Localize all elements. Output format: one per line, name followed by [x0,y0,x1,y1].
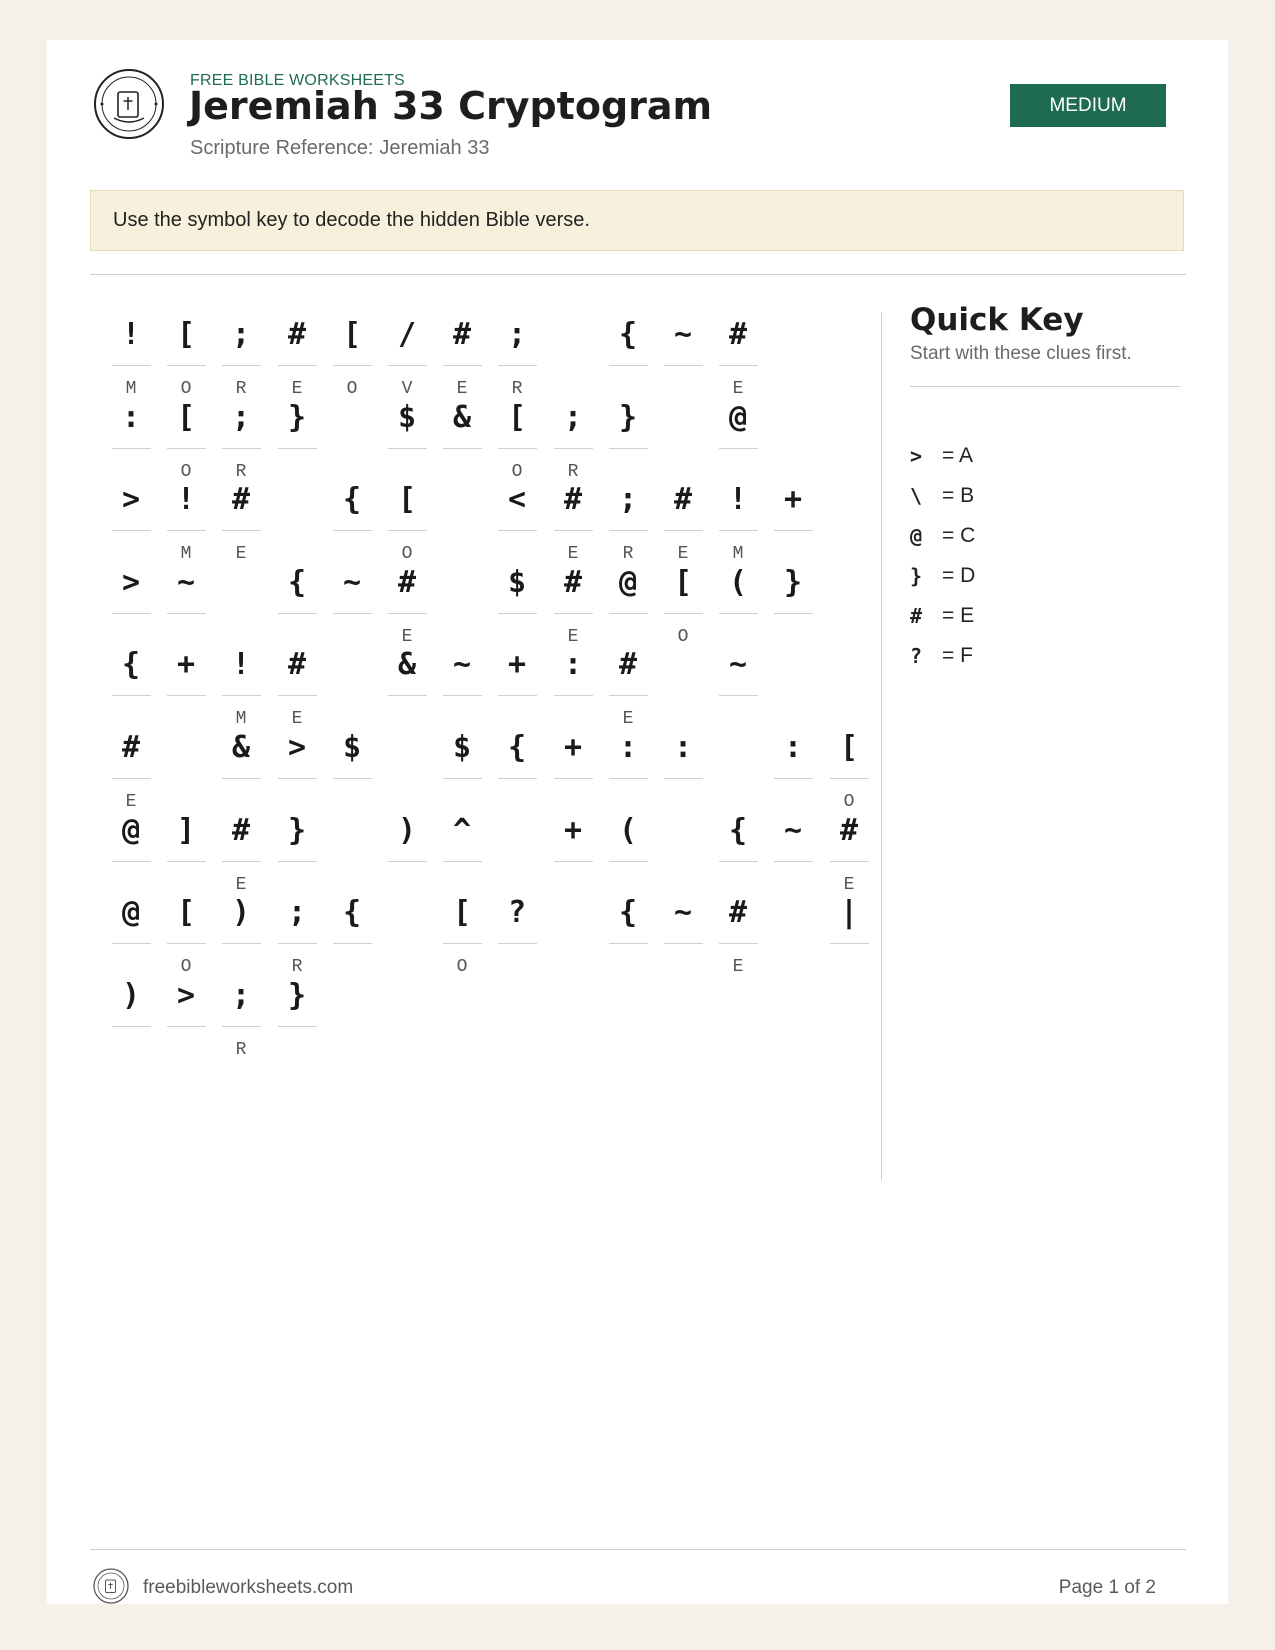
answer-blank[interactable] [388,613,427,614]
cipher-symbol: { [342,895,362,930]
answer-blank[interactable] [609,613,648,614]
page-number: Page 1 of 2 [1058,1577,1156,1598]
hint-letter: E [622,709,634,729]
answer-blank[interactable] [388,530,427,531]
cipher-symbol: + [507,647,527,682]
answer-blank[interactable] [278,448,317,449]
cipher-symbol: # [397,565,417,600]
cipher-symbol: [ [176,895,196,930]
cipher-symbol: + [563,813,583,848]
answer-blank[interactable] [167,695,206,696]
cipher-symbol: [ [176,317,196,352]
answer-blank[interactable] [112,861,151,862]
cipher-symbol: ( [618,813,638,848]
hint-letter: O [511,462,523,482]
answer-blank[interactable] [112,1026,151,1027]
hint-letter: O [843,792,855,812]
brand-name: FREE BIBLE WORKSHEETS [190,72,405,89]
cipher-symbol: ~ [342,565,362,600]
cipher-symbol: # [231,813,251,848]
key-entry [910,561,1110,591]
answer-blank[interactable] [278,1026,317,1027]
answer-blank[interactable] [222,778,261,779]
quick-key-divider [910,386,1180,387]
answer-blank[interactable] [112,943,151,944]
answer-blank[interactable] [554,695,593,696]
key-symbol: } [910,564,923,588]
cipher-symbol: > [176,978,196,1013]
answer-blank[interactable] [664,365,703,366]
hint-letter: E [235,544,247,564]
instructions-box [90,190,1184,251]
cipher-symbol: : [563,647,583,682]
answer-blank[interactable] [554,861,593,862]
cipher-symbol: [ [452,895,472,930]
cipher-symbol: ) [397,813,417,848]
answer-blank[interactable] [609,448,648,449]
answer-blank[interactable] [278,943,317,944]
key-letter: = E [942,604,975,627]
answer-blank[interactable] [278,861,317,862]
cipher-symbol: : [783,730,803,765]
cipher-symbol: < [507,482,527,517]
cipher-symbol: { [287,565,307,600]
cipher-symbol: # [618,647,638,682]
cipher-symbol: { [342,482,362,517]
answer-blank[interactable] [388,365,427,366]
cipher-symbol: } [287,978,307,1013]
answer-blank[interactable] [609,530,648,531]
cipher-symbol: } [287,813,307,848]
cipher-symbol: ! [728,482,748,517]
hint-letter: O [180,379,192,399]
answer-blank[interactable] [498,778,537,779]
cipher-symbol: { [507,730,527,765]
cipher-symbol: ~ [783,813,803,848]
answer-blank[interactable] [498,365,537,366]
cipher-symbol: @ [121,813,141,848]
hint-letter: R [622,544,634,564]
cipher-symbol: @ [728,400,748,435]
cipher-symbol: ; [507,317,527,352]
cipher-symbol: { [618,317,638,352]
footer-site: freebibleworksheets.com [143,1577,354,1598]
answer-blank[interactable] [443,778,482,779]
hint-letter: O [401,544,413,564]
answer-blank[interactable] [498,448,537,449]
hint-letter: E [567,544,579,564]
key-symbol: # [910,604,923,628]
answer-blank[interactable] [609,943,648,944]
cipher-symbol: { [728,813,748,848]
hint-letter: E [732,379,744,399]
hint-letter: R [291,957,303,977]
hint-letter: E [843,875,855,895]
cipher-symbol: ~ [452,647,472,682]
answer-blank[interactable] [333,365,372,366]
hint-letter: E [125,792,137,812]
cipher-symbol: ? [507,895,527,930]
answer-blank[interactable] [222,943,261,944]
answer-blank[interactable] [167,943,206,944]
cipher-symbol: [ [342,317,362,352]
answer-blank[interactable] [719,613,758,614]
page-title: Jeremiah 33 Cryptogram [189,84,713,128]
cipher-symbol: ~ [673,895,693,930]
cipher-symbol: [ [176,400,196,435]
answer-blank[interactable] [498,613,537,614]
key-symbol: > [910,444,923,468]
hint-letter: R [235,379,247,399]
reference-label: Scripture Reference: [190,137,374,159]
answer-blank[interactable] [112,695,151,696]
cipher-symbol: # [563,482,583,517]
hint-letter: R [567,462,579,482]
cipher-symbol: ( [728,565,748,600]
hint-letter: E [291,379,303,399]
hint-letter: O [180,957,192,977]
quick-key-subtitle: Start with these clues first. [910,343,1132,364]
cipher-symbol: # [563,565,583,600]
cipher-symbol: & [397,647,417,682]
key-entry [910,441,1110,471]
cipher-symbol: # [287,317,307,352]
hint-letter: E [291,709,303,729]
answer-blank[interactable] [333,943,372,944]
cipher-symbol: | [839,895,859,930]
cipher-symbol: ) [231,895,251,930]
cipher-symbol: # [287,647,307,682]
answer-blank[interactable] [664,943,703,944]
hint-letter: M [125,379,137,399]
cipher-symbol: + [783,482,803,517]
answer-blank[interactable] [278,778,317,779]
answer-blank[interactable] [774,613,813,614]
hint-letter: E [456,379,468,399]
cipher-symbol: # [728,895,748,930]
column-divider [881,312,882,1180]
answer-blank[interactable] [609,365,648,366]
cipher-symbol: ^ [452,813,472,848]
answer-blank[interactable] [498,695,537,696]
hint-letter: M [235,709,247,729]
hint-letter: E [732,957,744,977]
answer-blank[interactable] [830,861,869,862]
answer-blank[interactable] [333,530,372,531]
hint-letter: E [401,627,413,647]
cipher-symbol: & [231,730,251,765]
cipher-symbol: > [287,730,307,765]
cipher-symbol: ! [231,647,251,682]
answer-blank[interactable] [112,530,151,531]
cipher-symbol: # [231,482,251,517]
cipher-symbol: ; [231,317,251,352]
cipher-symbol: ~ [673,317,693,352]
answer-blank[interactable] [333,778,372,779]
key-letter: = A [942,444,973,467]
answer-blank[interactable] [167,861,206,862]
answer-blank[interactable] [167,448,206,449]
answer-blank[interactable] [112,613,151,614]
cipher-symbol: ; [231,978,251,1013]
answer-blank[interactable] [719,943,758,944]
answer-blank[interactable] [443,365,482,366]
key-symbol: @ [910,524,923,548]
cipher-symbol: [ [397,482,417,517]
cipher-symbol: @ [618,565,638,600]
answer-blank[interactable] [112,365,151,366]
answer-blank[interactable] [498,943,537,944]
answer-blank[interactable] [222,365,261,366]
hint-letter: R [235,1040,247,1060]
answer-blank[interactable] [664,530,703,531]
answer-blank[interactable] [719,448,758,449]
key-entry [910,601,1110,631]
answer-blank[interactable] [388,448,427,449]
cipher-symbol: ; [563,400,583,435]
answer-blank[interactable] [167,1026,206,1027]
hint-letter: M [732,544,744,564]
answer-blank[interactable] [774,861,813,862]
hint-letter: R [511,379,523,399]
cipher-symbol: : [618,730,638,765]
answer-blank[interactable] [222,530,261,531]
answer-blank[interactable] [167,613,206,614]
footer-divider [90,1549,1186,1550]
key-symbol: \ [910,484,923,508]
cipher-symbol: # [452,317,472,352]
answer-blank[interactable] [554,778,593,779]
cipher-symbol: { [121,647,141,682]
cipher-symbol: ~ [728,647,748,682]
answer-blank[interactable] [278,613,317,614]
answer-blank[interactable] [443,448,482,449]
answer-blank[interactable] [498,530,537,531]
cipher-symbol: # [673,482,693,517]
cipher-symbol: { [618,895,638,930]
answer-blank[interactable] [664,778,703,779]
key-entry [910,481,1110,511]
cipher-symbol: ! [121,317,141,352]
answer-blank[interactable] [167,365,206,366]
cipher-symbol: @ [121,895,141,930]
answer-blank[interactable] [333,613,372,614]
answer-blank[interactable] [719,365,758,366]
answer-blank[interactable] [222,448,261,449]
hint-letter: O [180,462,192,482]
cipher-symbol: ! [176,482,196,517]
cipher-symbol: > [121,482,141,517]
worksheet-page [47,40,1228,1604]
cipher-symbol: $ [452,730,472,765]
cipher-symbol: ] [176,813,196,848]
answer-blank[interactable] [278,695,317,696]
cipher-symbol: # [728,317,748,352]
scripture-reference [190,137,489,160]
cipher-symbol: # [121,730,141,765]
key-letter: = F [942,644,973,667]
cipher-symbol: > [121,565,141,600]
cipher-symbol: [ [507,400,527,435]
cipher-symbol: ; [618,482,638,517]
hint-letter: M [180,544,192,564]
answer-blank[interactable] [609,861,648,862]
answer-blank[interactable] [443,861,482,862]
key-symbol: ? [910,644,923,668]
answer-blank[interactable] [609,778,648,779]
hint-letter: R [235,462,247,482]
cipher-symbol: + [563,730,583,765]
answer-blank[interactable] [664,613,703,614]
cipher-symbol: } [783,565,803,600]
key-letter: = D [942,564,976,587]
quick-key-title: Quick Key [910,302,1084,338]
hint-letter: E [677,544,689,564]
answer-blank[interactable] [554,613,593,614]
cipher-symbol: ; [287,895,307,930]
cipher-symbol: / [397,317,417,352]
answer-blank[interactable] [719,530,758,531]
hint-letter: E [567,627,579,647]
answer-blank[interactable] [222,695,261,696]
answer-blank[interactable] [222,1026,261,1027]
answer-blank[interactable] [112,778,151,779]
key-letter: = C [942,524,976,547]
answer-blank[interactable] [719,861,758,862]
instructions-text: Use the symbol key to decode the hidden Bible verse. [113,209,590,231]
hint-letter: O [346,379,358,399]
answer-blank[interactable] [554,530,593,531]
answer-blank[interactable] [112,448,151,449]
cipher-symbol: $ [507,565,527,600]
cipher-symbol: $ [342,730,362,765]
answer-blank[interactable] [609,695,648,696]
key-entry [910,641,1110,671]
answer-blank[interactable] [443,943,482,944]
footer-logo-icon [93,1568,129,1604]
key-letter: = B [942,484,975,507]
cipher-symbol: : [673,730,693,765]
answer-blank[interactable] [388,861,427,862]
divider-line [90,274,1186,275]
answer-blank[interactable] [167,530,206,531]
difficulty-badge: MEDIUM [1010,84,1166,127]
answer-blank[interactable] [774,778,813,779]
cipher-symbol: } [287,400,307,435]
answer-blank[interactable] [278,365,317,366]
cipher-symbol: # [839,813,859,848]
cipher-symbol: & [452,400,472,435]
cipher-symbol: [ [839,730,859,765]
cipher-symbol: ~ [176,565,196,600]
hint-letter: O [677,627,689,647]
answer-blank[interactable] [719,695,758,696]
answer-blank[interactable] [830,778,869,779]
answer-blank[interactable] [554,448,593,449]
cipher-symbol: $ [397,400,417,435]
cipher-symbol: + [176,647,196,682]
answer-blank[interactable] [830,943,869,944]
cipher-symbol: : [121,400,141,435]
hint-letter: E [235,875,247,895]
reference-value: Jeremiah 33 [379,137,490,159]
answer-blank[interactable] [774,530,813,531]
answer-blank[interactable] [222,861,261,862]
answer-blank[interactable] [388,695,427,696]
cipher-symbol: ) [121,978,141,1013]
cipher-symbol: [ [673,565,693,600]
logo-icon [93,68,165,140]
key-entry [910,521,1110,551]
answer-blank[interactable] [443,695,482,696]
cipher-symbol: ; [231,400,251,435]
cipher-symbol: } [618,400,638,435]
hint-letter: V [401,379,413,399]
hint-letter: O [456,957,468,977]
